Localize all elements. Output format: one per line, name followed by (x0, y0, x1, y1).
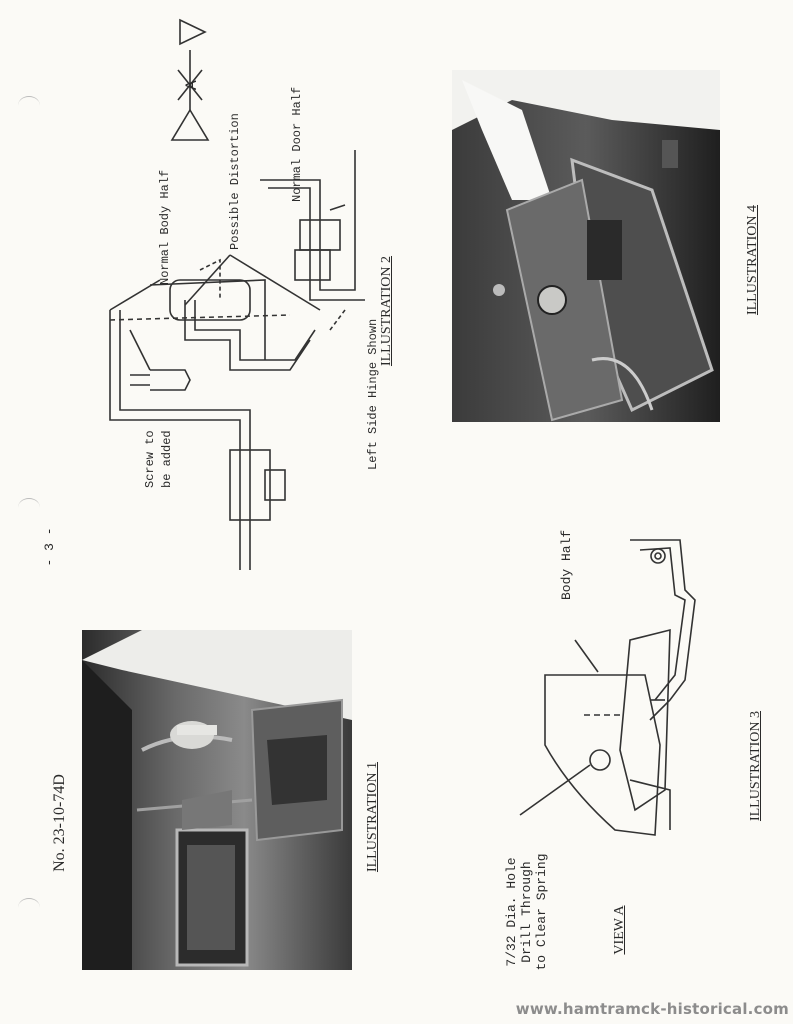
binder-mark-bottom (18, 898, 40, 917)
illustration-4-photo (452, 70, 720, 422)
document-number: No. 23-10-74D (51, 774, 68, 872)
label-normal-body-half: Normal Body Half (158, 169, 172, 285)
label-normal-door-half: Normal Door Half (290, 86, 304, 202)
illustration-1-caption: ILLUSTRATION 1 (365, 761, 380, 873)
page-number: - 3 - (42, 527, 57, 567)
car-trunk-photo-4 (452, 70, 720, 422)
label-screw-line2: be added (160, 430, 174, 488)
binder-mark-top (18, 96, 40, 115)
view-a-marker: A (183, 80, 201, 90)
binder-mark-middle (18, 498, 40, 517)
illustration-1-photo (82, 630, 352, 970)
hole-note-line2: Drill Through (519, 861, 534, 963)
illustration-2-sublabel: Left Side Hinge Shown (366, 318, 380, 470)
illustration-3-caption: ILLUSTRATION 3 (748, 710, 763, 822)
illustration-2-hinge-diagram (90, 10, 390, 580)
illustration-2-caption: ILLUSTRATION 2 (379, 255, 394, 367)
illustration-3-body-half-diagram (480, 500, 730, 860)
hole-note-line1: 7/32 Dia. Hole (504, 857, 519, 967)
footer-website: www.hamtramck-historical.com (515, 1000, 789, 1018)
car-trunk-photo-1 (82, 630, 352, 970)
label-body-half: Body Half (559, 529, 574, 600)
label-possible-distortion: Possible Distortion (228, 113, 242, 250)
view-a-label: VIEW A (612, 905, 627, 955)
illustration-4-caption: ILLUSTRATION 4 (745, 204, 760, 316)
hole-note-line3: to Clear Spring (534, 853, 549, 971)
label-screw-line1: Screw to (143, 430, 157, 488)
